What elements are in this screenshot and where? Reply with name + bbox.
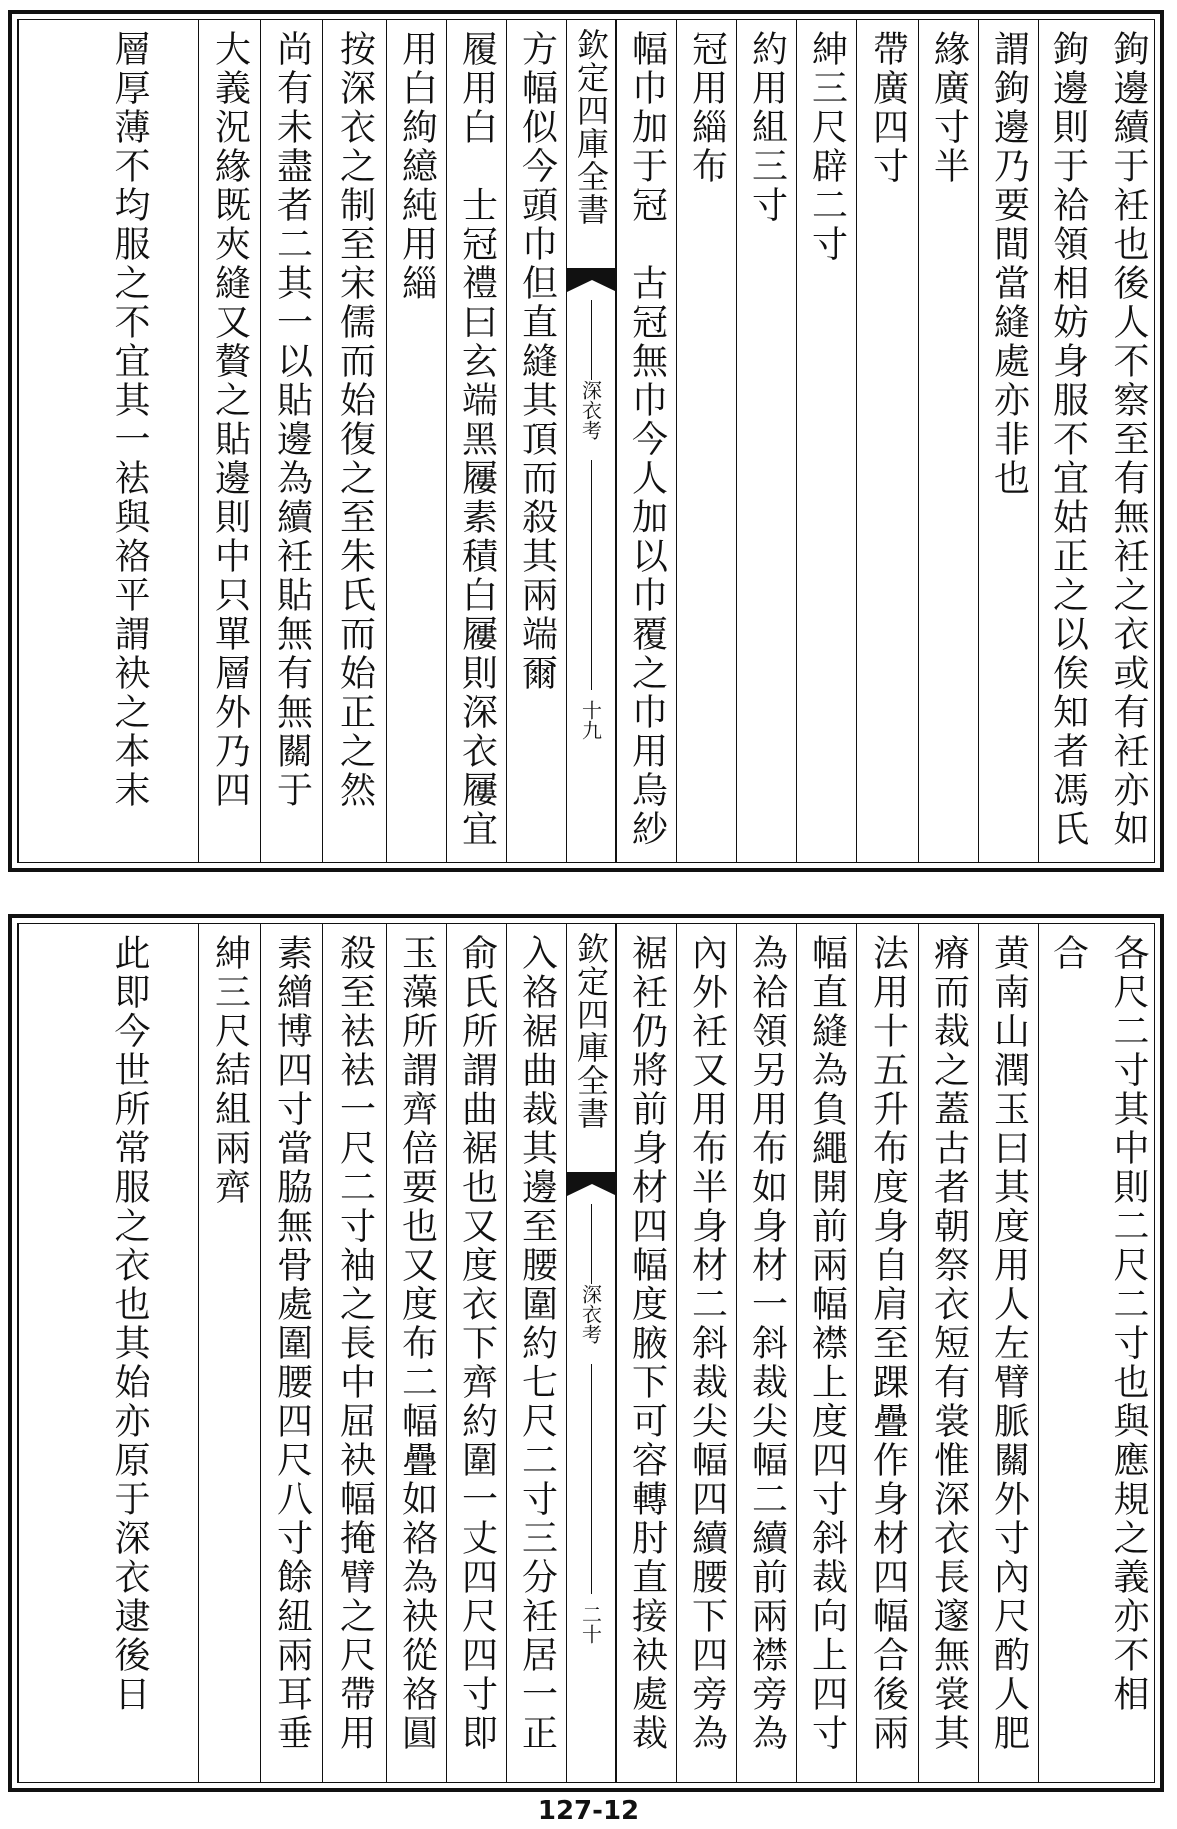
text-column <box>978 20 1038 862</box>
text-column <box>260 924 322 1782</box>
text-column <box>856 924 918 1782</box>
text-column <box>386 924 446 1782</box>
column-text: 瘠而裁之蓋古者朝祭衣短有裳惟深衣長邃無裳其 <box>928 934 970 1753</box>
column-text: 方幅似今頭巾但直縫其頂而殺其兩端爾 <box>516 30 558 693</box>
column-text: 冠用緇布 <box>686 30 728 186</box>
text-column <box>386 20 446 862</box>
page-top <box>8 10 1164 872</box>
gutter-book-title: 深衣考 <box>578 1284 603 1344</box>
column-text: 尚有未盡者二其一以貼邊為續衽貼無有無關于 <box>271 30 313 810</box>
column-text: 鉤邊續于衽也後人不察至有無衽之衣或有衽亦如 <box>1108 30 1149 849</box>
column-text: 約用組三寸 <box>746 30 788 225</box>
text-column <box>978 924 1038 1782</box>
text-column <box>918 20 978 862</box>
gutter-title: 欽定四庫全書 <box>572 932 610 1130</box>
text-column <box>616 20 676 862</box>
page-bottom-frame <box>17 923 1155 1783</box>
center-gutter <box>566 20 616 862</box>
column-text: 紳三尺結組兩齊 <box>209 934 251 1207</box>
text-column <box>198 20 260 862</box>
text-column <box>736 924 796 1782</box>
column-text: 帶廣四寸 <box>867 30 909 186</box>
column-text: 內外衽又用布半身材二斜裁尖幅四續腰下四旁為 <box>686 934 728 1753</box>
fishtail-mark-icon <box>567 1172 617 1202</box>
gutter-rule <box>591 460 592 690</box>
column-text: 按深衣之制至宋儒而始復之至朱氏而始正之然 <box>334 30 376 810</box>
column-text: 大義況緣既夾縫又贅之貼邊則中只單層外乃四 <box>209 30 251 810</box>
text-column <box>322 924 386 1782</box>
text-column <box>918 924 978 1782</box>
column-text: 各尺二寸其中則二尺二寸也與應規之義亦不相 <box>1108 934 1149 1714</box>
gutter-rule <box>591 1364 592 1594</box>
text-column <box>1096 924 1160 1782</box>
column-text: 殺至袪袪一尺二寸袖之長中屈袂幅掩臂之尺帶用 <box>334 934 376 1753</box>
column-text: 此即今世所常服之衣也其始亦原于深衣逮後日 <box>109 934 150 1714</box>
column-text: 黄南山潤玉曰其度用人左臂脈關外寸內尺酌人肥 <box>988 934 1030 1753</box>
column-text: 法用十五升布度身自肩至踝疊作身材四幅合後兩 <box>867 934 909 1753</box>
column-text: 素繒博四寸當脇無骨處圍腰四尺八寸餘紐兩耳垂 <box>271 934 313 1753</box>
text-column <box>796 924 856 1782</box>
center-gutter <box>566 924 616 1782</box>
text-column <box>446 924 506 1782</box>
text-column <box>18 20 198 862</box>
fishtail-mark-icon <box>567 268 617 298</box>
page-bottom <box>8 914 1164 1792</box>
column-text: 幅巾加于冠 古冠無巾今人加以巾覆之巾用烏紗 <box>626 30 668 849</box>
column-text: 合 <box>1047 934 1089 973</box>
text-column <box>446 20 506 862</box>
text-column <box>260 20 322 862</box>
gutter-book-title: 深衣考 <box>578 380 603 440</box>
column-text: 入袼裾曲裁其邊至腰圍約七尺二寸三分衽居一正 <box>516 934 558 1753</box>
page-footer-number: 127-12 <box>537 1796 640 1826</box>
gutter-page-number: 十九 <box>578 700 603 740</box>
column-text: 用白絇繶純用緇 <box>396 30 438 303</box>
gutter-title: 欽定四庫全書 <box>572 28 610 226</box>
column-text: 緣廣寸半 <box>928 30 970 186</box>
column-text: 幅直縫為負繩開前兩幅襟上度四寸斜裁向上四寸 <box>806 934 848 1753</box>
column-text: 俞氏所謂曲裾也又度衣下齊約圍一丈四尺四寸即 <box>456 934 498 1753</box>
column-text: 紳三尺辟二寸 <box>806 30 848 264</box>
text-column <box>18 924 198 1782</box>
text-column <box>616 924 676 1782</box>
column-text: 裾衽仍將前身材四幅度腋下可容轉肘直接袂處裁 <box>626 934 668 1753</box>
text-column <box>322 20 386 862</box>
text-column <box>1096 20 1160 862</box>
text-column <box>506 924 566 1782</box>
text-column <box>736 20 796 862</box>
text-column <box>506 20 566 862</box>
gutter-page-number: 二十 <box>578 1604 603 1644</box>
text-column <box>198 924 260 1782</box>
column-text: 層厚薄不均服之不宜其一袪與袼平謂袂之本末 <box>109 30 150 810</box>
gutter-rule <box>591 300 592 380</box>
column-text: 鉤邊則于袷領相妨身服不宜姑正之以俟知者馮氏 <box>1047 30 1089 849</box>
column-text: 為袷領另用布如身材一斜裁尖幅二續前兩襟旁為 <box>746 934 788 1753</box>
column-text: 謂鉤邊乃要間當縫處亦非也 <box>988 30 1030 498</box>
text-column <box>676 924 736 1782</box>
text-column <box>1038 924 1096 1782</box>
text-column <box>856 20 918 862</box>
page-top-frame <box>17 19 1155 863</box>
text-column <box>676 20 736 862</box>
text-column <box>1038 20 1096 862</box>
gutter-rule <box>591 1204 592 1284</box>
column-text: 玉藻所謂齊倍要也又度布二幅疊如袼為袂從袼圓 <box>396 934 438 1753</box>
column-text: 履用白 士冠禮曰玄端黑屨素積白屨則深衣屨宜 <box>456 30 498 849</box>
text-column <box>796 20 856 862</box>
